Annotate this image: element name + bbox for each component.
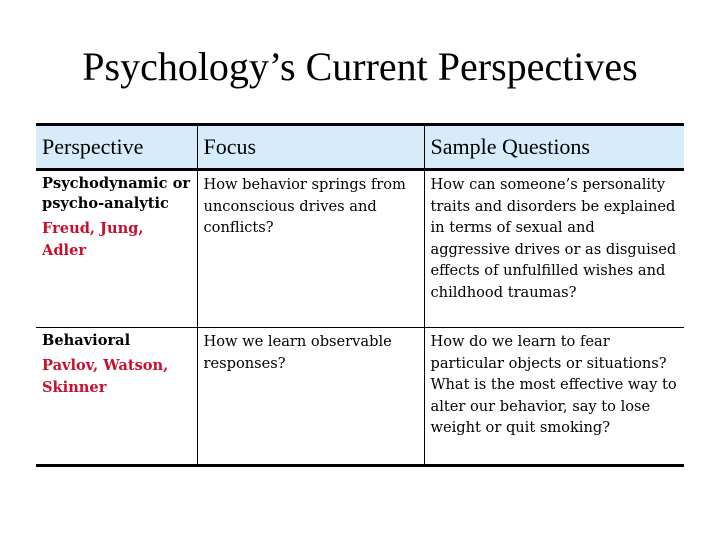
table-row — [36, 170, 684, 328]
perspective-name: Behavioral — [42, 332, 131, 349]
perspective-name: Psychodynamic or psycho-analytic — [42, 175, 191, 212]
header-perspective: Perspective — [36, 125, 197, 170]
theorist-names: Freud, Jung, Adler — [42, 220, 144, 259]
perspective-cell — [36, 328, 197, 466]
focus-text: How we learn observable responses? — [203, 333, 392, 372]
perspectives-table — [36, 123, 684, 467]
header-focus: Focus — [197, 125, 424, 170]
table-header-row — [36, 125, 684, 170]
sample-question-text: How do we learn to fear particular objects or situations? What is the most effective way to alter our behavior, say to lose weight or quit smoking? — [430, 333, 677, 436]
sample-question-cell — [424, 170, 684, 328]
focus-cell — [197, 170, 424, 328]
perspective-cell — [36, 170, 197, 328]
slide-title: Psychology’s Current Perspectives — [82, 44, 638, 89]
theorist-names: Pavlov, Watson, Skinner — [42, 357, 169, 396]
sample-question-text: How can someone’s personality traits and disorders be explained in terms of sexual and aggressive drives or as disguised effects of unfulfilled wishes and childhood traumas? — [430, 176, 677, 301]
sample-question-cell — [424, 328, 684, 466]
focus-cell — [197, 328, 424, 466]
table-row — [36, 328, 684, 466]
header-sample-questions: Sample Questions — [424, 125, 684, 170]
focus-text: How behavior springs from unconscious drives and conflicts? — [203, 176, 406, 236]
